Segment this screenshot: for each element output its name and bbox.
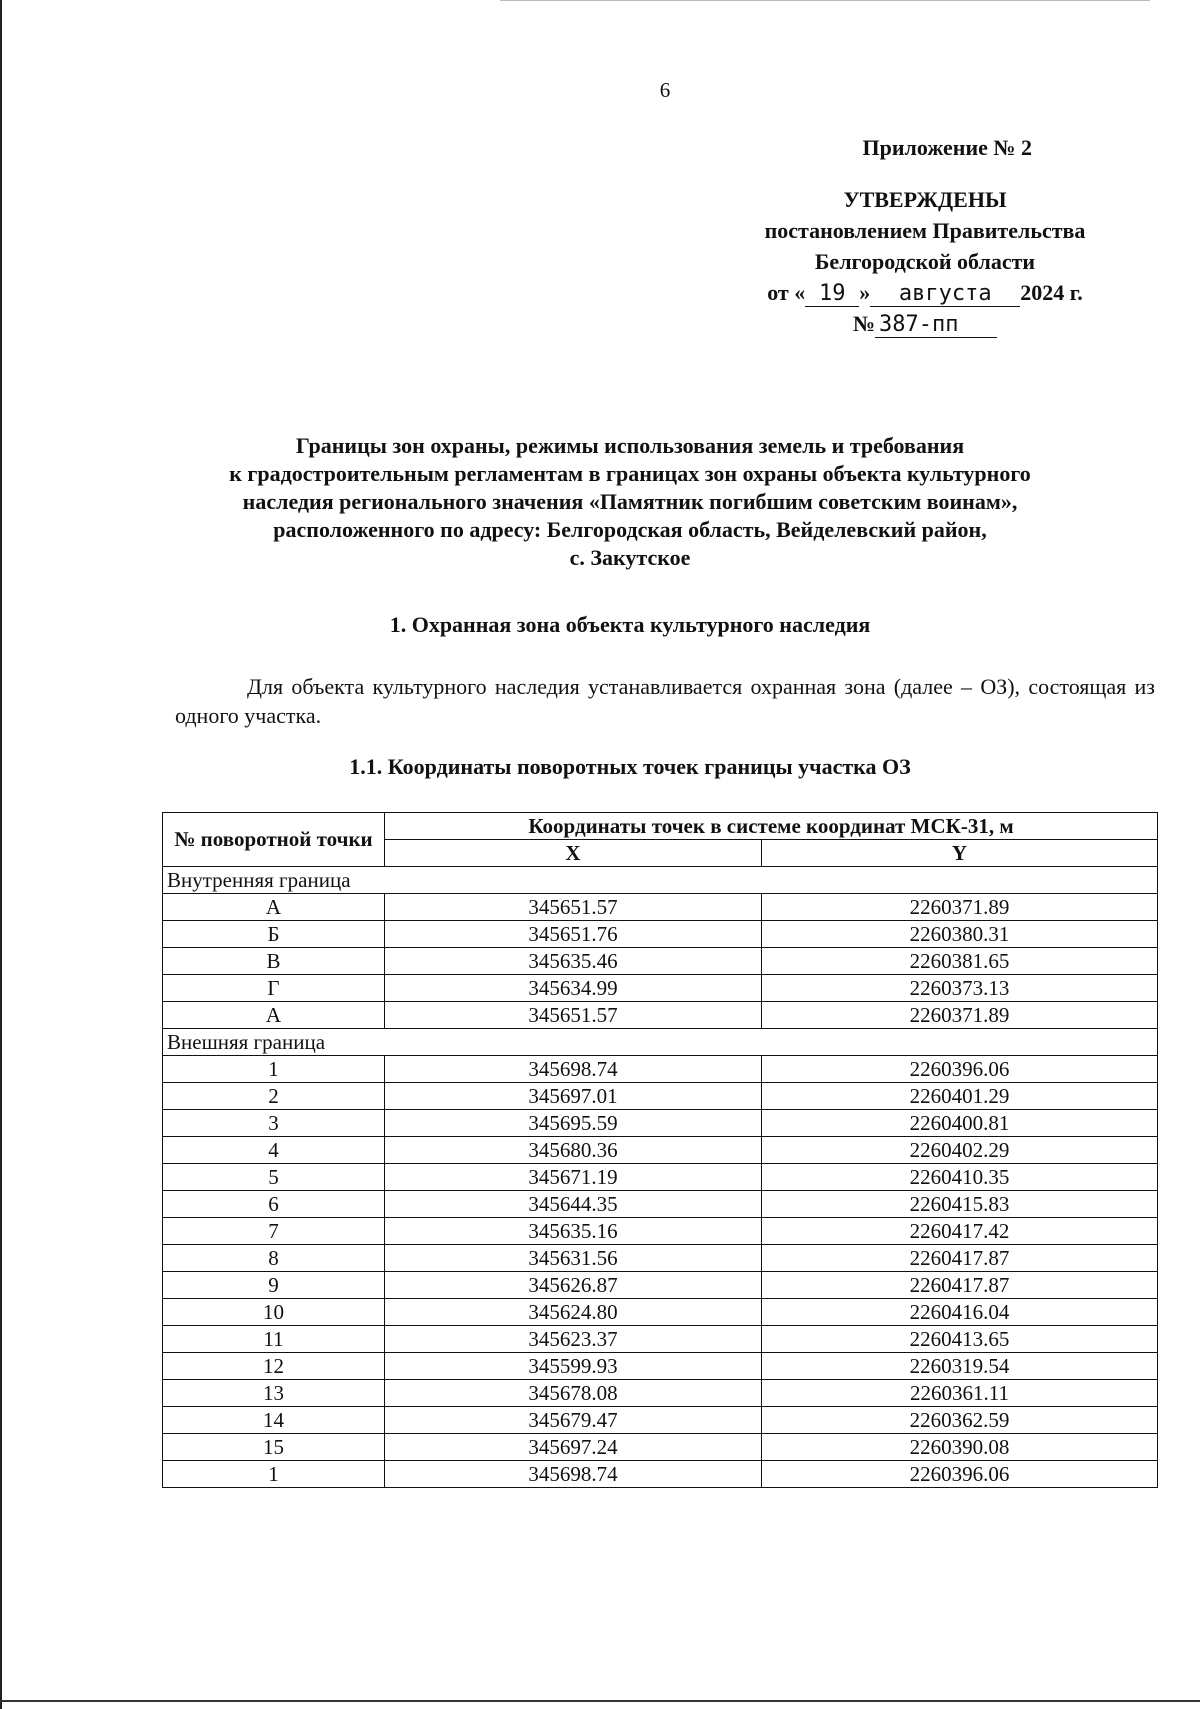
y-cell: 2260396.06	[762, 1461, 1158, 1488]
point-cell: 14	[163, 1407, 385, 1434]
point-cell: 4	[163, 1137, 385, 1164]
table-row	[163, 1434, 1158, 1461]
point-cell: 10	[163, 1299, 385, 1326]
table-row	[163, 1218, 1158, 1245]
table-row	[163, 975, 1158, 1002]
x-cell: 345644.35	[385, 1191, 762, 1218]
x-cell: 345698.74	[385, 1461, 762, 1488]
x-cell: 345651.57	[385, 894, 762, 921]
scan-edge-bottom	[0, 1700, 1200, 1702]
point-cell: 6	[163, 1191, 385, 1218]
x-cell: 345624.80	[385, 1299, 762, 1326]
approval-date	[700, 277, 1150, 308]
x-cell: 345678.08	[385, 1380, 762, 1407]
x-cell: 345671.19	[385, 1164, 762, 1191]
x-cell: 345698.74	[385, 1056, 762, 1083]
y-cell: 2260381.65	[762, 948, 1158, 975]
approved-label: УТВЕРЖДЕНЫ	[843, 187, 1007, 212]
appendix-label: Приложение № 2	[862, 135, 1032, 160]
approval-line-2: Белгородской области	[814, 249, 1036, 274]
point-cell: Б	[163, 921, 385, 948]
date-mid: »	[859, 280, 871, 305]
y-cell: 2260380.31	[762, 921, 1158, 948]
point-cell: А	[163, 894, 385, 921]
table-row	[163, 894, 1158, 921]
point-cell: 15	[163, 1434, 385, 1461]
x-cell: 345626.87	[385, 1272, 762, 1299]
table-row	[163, 1191, 1158, 1218]
point-cell: 13	[163, 1380, 385, 1407]
x-cell: 345623.37	[385, 1326, 762, 1353]
y-cell: 2260371.89	[762, 1002, 1158, 1029]
date-prefix: от «	[767, 280, 806, 305]
y-cell: 2260361.11	[762, 1380, 1158, 1407]
table-row	[163, 1245, 1158, 1272]
x-cell: 345599.93	[385, 1353, 762, 1380]
point-cell: 9	[163, 1272, 385, 1299]
table-group-row	[163, 867, 1158, 894]
y-cell: 2260417.87	[762, 1245, 1158, 1272]
x-cell: 345695.59	[385, 1110, 762, 1137]
table-row	[163, 1137, 1158, 1164]
point-cell: 7	[163, 1218, 385, 1245]
y-cell: 2260413.65	[762, 1326, 1158, 1353]
coordinates-table	[162, 812, 1158, 1488]
y-cell: 2260401.29	[762, 1083, 1158, 1110]
date-year: 2024 г.	[1020, 280, 1083, 305]
y-cell: 2260362.59	[762, 1407, 1158, 1434]
table-row	[163, 1002, 1158, 1029]
group-label: Внешняя граница	[163, 1029, 1158, 1056]
title-line: расположенного по адресу: Белгородская область, Вейделевский район,	[273, 517, 987, 542]
point-cell: 8	[163, 1245, 385, 1272]
point-cell: 12	[163, 1353, 385, 1380]
point-cell: 1	[163, 1056, 385, 1083]
header-x: X	[385, 840, 762, 867]
table-row	[163, 1164, 1158, 1191]
date-day: 19	[805, 282, 859, 307]
x-cell: 345631.56	[385, 1245, 762, 1272]
x-cell: 345680.36	[385, 1137, 762, 1164]
document-title	[130, 432, 1130, 572]
approval-number	[700, 308, 1150, 339]
approval-line-1: постановлением Правительства	[764, 218, 1086, 243]
y-cell: 2260390.08	[762, 1434, 1158, 1461]
document-number: 387-пп	[875, 313, 997, 338]
table-header-row	[163, 813, 1158, 840]
x-cell: 345697.24	[385, 1434, 762, 1461]
y-cell: 2260402.29	[762, 1137, 1158, 1164]
y-cell: 2260416.04	[762, 1299, 1158, 1326]
scan-edge-top	[500, 0, 1150, 1]
header-coordinates: Координаты точек в системе координат МСК-31, м	[385, 813, 1158, 840]
y-cell: 2260371.89	[762, 894, 1158, 921]
page-number: 6	[659, 78, 671, 102]
header-point-number: № поворотной точки	[163, 813, 385, 867]
point-cell: В	[163, 948, 385, 975]
table-row	[163, 921, 1158, 948]
table-row	[163, 948, 1158, 975]
table-row	[163, 1299, 1158, 1326]
x-cell: 345635.16	[385, 1218, 762, 1245]
title-line: к градостроительным регламентам в границах зон охраны объекта культурного	[229, 461, 1031, 486]
x-cell: 345635.46	[385, 948, 762, 975]
title-line: наследия регионального значения «Памятник погибшим советским воинам»,	[242, 489, 1018, 514]
y-cell: 2260417.87	[762, 1272, 1158, 1299]
y-cell: 2260396.06	[762, 1056, 1158, 1083]
y-cell: 2260410.35	[762, 1164, 1158, 1191]
table-row	[163, 1083, 1158, 1110]
table-row	[163, 1407, 1158, 1434]
table-row	[163, 1380, 1158, 1407]
table-row	[163, 1326, 1158, 1353]
approval-stamp	[700, 132, 1150, 339]
group-label: Внутренняя граница	[163, 867, 1158, 894]
table-row	[163, 1461, 1158, 1488]
point-cell: 11	[163, 1326, 385, 1353]
point-cell: А	[163, 1002, 385, 1029]
point-cell: 5	[163, 1164, 385, 1191]
y-cell: 2260417.42	[762, 1218, 1158, 1245]
table-group-row	[163, 1029, 1158, 1056]
table-row	[163, 1056, 1158, 1083]
table-body	[163, 867, 1158, 1488]
y-cell: 2260415.83	[762, 1191, 1158, 1218]
point-cell: Г	[163, 975, 385, 1002]
x-cell: 345697.01	[385, 1083, 762, 1110]
y-cell: 2260319.54	[762, 1353, 1158, 1380]
x-cell: 345634.99	[385, 975, 762, 1002]
x-cell: 345651.76	[385, 921, 762, 948]
section-paragraph: Для объекта культурного наследия устанавливается охранная зона (далее – ОЗ), состоящая из одного участка.	[175, 674, 1155, 728]
number-prefix: №	[852, 311, 876, 336]
y-cell: 2260400.81	[762, 1110, 1158, 1137]
table-row	[163, 1272, 1158, 1299]
title-line: Границы зон охраны, режимы использования земель и требования	[295, 433, 965, 458]
title-line: с. Закутское	[569, 545, 691, 570]
section-heading: 1. Охранная зона объекта культурного наследия	[389, 612, 871, 637]
subsection-heading: 1.1. Координаты поворотных точек границы участка ОЗ	[349, 754, 911, 779]
point-cell: 3	[163, 1110, 385, 1137]
x-cell: 345651.57	[385, 1002, 762, 1029]
table-row	[163, 1353, 1158, 1380]
y-cell: 2260373.13	[762, 975, 1158, 1002]
date-month: августа	[870, 282, 1020, 307]
point-cell: 2	[163, 1083, 385, 1110]
x-cell: 345679.47	[385, 1407, 762, 1434]
point-cell: 1	[163, 1461, 385, 1488]
table-row	[163, 1110, 1158, 1137]
header-y: Y	[762, 840, 1158, 867]
scan-edge-left	[0, 0, 2, 1709]
